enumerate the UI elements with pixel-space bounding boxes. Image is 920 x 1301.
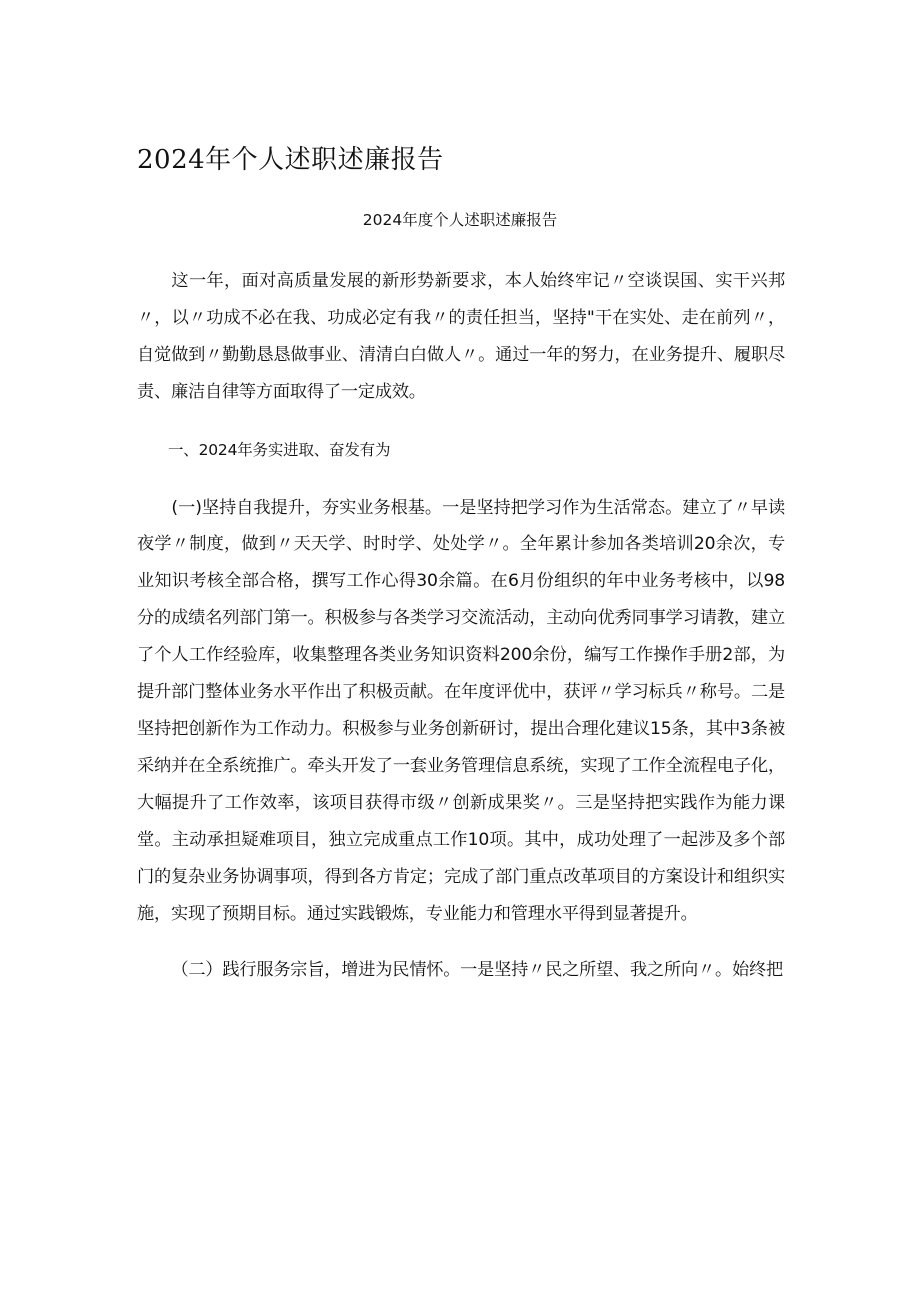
document-subtitle: 2024年度个人述职述廉报告 xyxy=(362,211,558,229)
part-two-paragraph: （二）践行服务宗旨，增进为民情怀。一是坚持〃民之所望、我之所向〃。始终把 xyxy=(171,960,783,981)
section-heading: 一、2024年务实进取、奋发有为 xyxy=(168,440,391,459)
part-one-paragraph: (一)坚持自我提升，夯实业务根基。一是坚持把学习作为生活常态。建立了〃早读夜学〃制度，做到〃天天学、时时学、处处学〃。全年累计参加各类培训20余次，专业知识考核全部合格，撰写工作心得30余篇。在6月份组织的年中业务考核中，以98分的成绩名列部门第一。积极参与各类学习交流活动，主动向优秀同事学习请教，建立了个人工作经验库，收集整理各类业务知识资料200余份，编写工作操作手册2部，为提升部门整体业务水平作出了积极贡献。在年度评优中，获评〃学习标兵〃称号。二是坚持把创新作为工作动力。积极参与业务创新研讨，提出合理化建议15条，其中3条被采纳并在全系统推广。牵头开发了一套业务管理信息系统，实现了工作全流程电子化，大幅提升了工作效率，该项目获得市级〃创新成果奖〃。三是坚持把实践作为能力课堂。主动承担疑难项目，独立完成重点工作10项。其中，成功处理了一起涉及多个部门的复杂业务协调事项，得到各方肯定；完成了部门重点改革项目的方案设计和组织实施，实现了预期目标。通过实践锻炼，专业能力和管理水平得到显著提升。 xyxy=(137,497,785,924)
document-body xyxy=(137,263,785,989)
intro-paragraph: 这一年，面对高质量发展的新形势新要求，本人始终牢记〃空谈误国、实干兴邦〃，以〃功成不必在我、功成必定有我〃的责任担当，坚持"干在实处、走在前列〃，自觉做到〃勤勤恳恳做事业、清清白白做人〃。通过一年的努力，在业务提升、履职尽责、廉洁自律等方面取得了一定成效。 xyxy=(137,271,785,402)
document-title: 2024年个人述职述廉报告 xyxy=(137,145,444,175)
